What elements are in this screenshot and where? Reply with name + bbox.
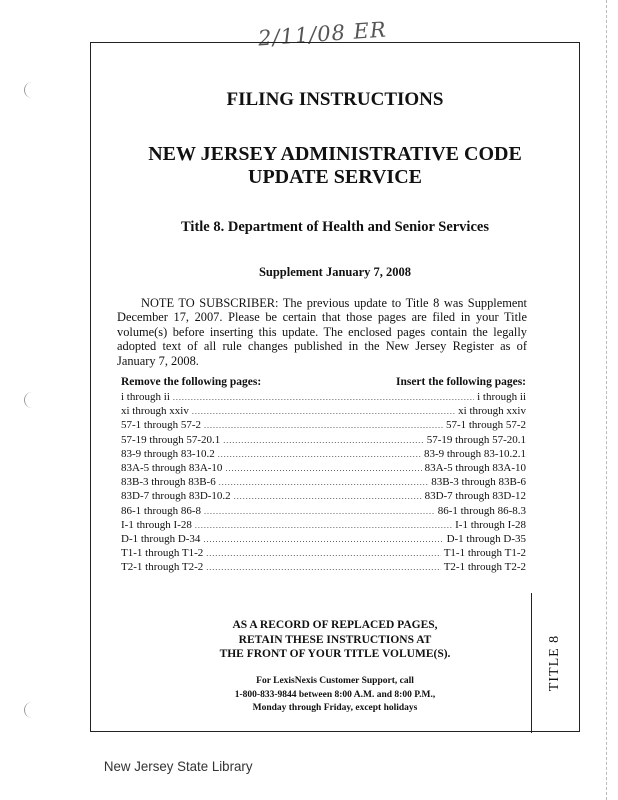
insert-pages: xi through xxiv (458, 405, 526, 418)
insert-pages: 57-19 through 57-20.1 (426, 433, 526, 446)
remove-pages: 83B-3 through 83B-6 (121, 476, 216, 489)
page-list (121, 376, 526, 574)
side-tab (531, 593, 579, 733)
insert-pages: T1-1 through T1-2 (443, 547, 526, 560)
remove-pages: 83-9 through 83-10.2 (121, 447, 215, 460)
support-hours: Monday through Friday, except holidays (252, 703, 418, 713)
insert-pages: 57-1 through 57-2 (445, 419, 526, 432)
handwritten-date: 2/11/08 ER (257, 17, 388, 51)
support-phone: 1-800-833-9844 between 8:00 A.M. and 8:00 P.M., (234, 689, 436, 700)
record-line: AS A RECORD OF REPLACED PAGES, (232, 619, 438, 631)
insert-pages: D-1 through D-35 (446, 532, 526, 545)
page-list-header (121, 376, 526, 388)
record-notice (91, 618, 579, 662)
code-title-line1: NEW JERSEY ADMINISTRATIVE CODE (148, 143, 522, 165)
page-row (121, 461, 526, 475)
side-tab-label: TITLE 8 (547, 634, 562, 692)
page-row (121, 404, 526, 418)
leader-dots (195, 518, 452, 533)
leader-dots (204, 418, 443, 433)
punch-hole (24, 82, 35, 98)
department-title: Title 8. Department of Health and Senior Services (181, 219, 489, 235)
remove-pages: 57-1 through 57-2 (121, 419, 202, 432)
leader-dots (173, 390, 474, 405)
supplement-date: Supplement January 7, 2008 (258, 265, 412, 279)
leader-dots (203, 532, 443, 547)
subscriber-note: NOTE TO SUBSCRIBER: The previous update to Title 8 was Supplement December 17, 2007. Please be certain that those pages are filed in your Title volume(s) before inserting this update. The enclosed pages contain the legally adopted text of all rule changes published in the New Jersey Register as of January 7, 2008. (117, 296, 527, 368)
page-row (121, 546, 526, 560)
page-row (121, 390, 526, 404)
remove-pages: D-1 through D-34 (121, 532, 201, 545)
punch-hole (24, 392, 35, 408)
record-line: THE FRONT OF YOUR TITLE VOLUME(S). (219, 648, 451, 660)
library-stamp: New Jersey State Library (103, 758, 253, 774)
page-edge (606, 0, 607, 800)
remove-pages: i through ii (121, 391, 170, 403)
insert-pages: i through ii (477, 391, 526, 403)
insert-header: Insert the following pages: (395, 376, 526, 388)
remove-pages: 86-1 through 86-8 (121, 504, 202, 517)
leader-dots (206, 560, 440, 575)
remove-pages: xi through xxiv (121, 405, 189, 418)
page-row (121, 489, 526, 503)
insert-pages: 83-9 through 83-10.2.1 (423, 447, 526, 460)
page-title: FILING INSTRUCTIONS (226, 89, 444, 110)
remove-header: Remove the following pages: (121, 376, 262, 388)
code-title-line2: UPDATE SERVICE (248, 166, 422, 188)
leader-dots (192, 404, 455, 419)
remove-pages: 83D-7 through 83D-10.2 (121, 490, 231, 503)
remove-pages: 83A-5 through 83A-10 (121, 461, 223, 474)
insert-pages: 83D-7 through 83D-12 (424, 490, 526, 503)
page-row (121, 504, 526, 518)
insert-pages: 83B-3 through 83B-6 (431, 476, 526, 489)
page-row (121, 433, 526, 447)
instruction-sheet (90, 42, 580, 732)
remove-pages: T1-1 through T1-2 (121, 547, 204, 560)
remove-pages: 57-19 through 57-20.1 (121, 433, 221, 446)
leader-dots (218, 447, 421, 462)
page-row (121, 475, 526, 489)
page-row (121, 418, 526, 432)
remove-pages: I-1 through I-28 (121, 518, 192, 531)
insert-pages: 83A-5 through 83A-10 (424, 461, 526, 474)
leader-dots (204, 504, 435, 519)
customer-support (91, 675, 579, 716)
record-line: RETAIN THESE INSTRUCTIONS AT (238, 633, 432, 646)
leader-dots (219, 475, 429, 490)
page-row (121, 532, 526, 546)
page-row (121, 447, 526, 461)
page-row (121, 518, 526, 532)
insert-pages: I-1 through I-28 (455, 518, 526, 531)
page-row (121, 560, 526, 574)
insert-pages: T2-1 through T2-2 (443, 561, 526, 574)
support-line: For LexisNexis Customer Support, call (256, 676, 414, 686)
leader-dots (234, 489, 422, 504)
punch-hole (24, 702, 35, 718)
leader-dots (225, 461, 421, 476)
leader-dots (206, 546, 440, 561)
insert-pages: 86-1 through 86-8.3 (437, 504, 526, 517)
remove-pages: T2-1 through T2-2 (121, 561, 204, 574)
leader-dots (223, 433, 423, 448)
